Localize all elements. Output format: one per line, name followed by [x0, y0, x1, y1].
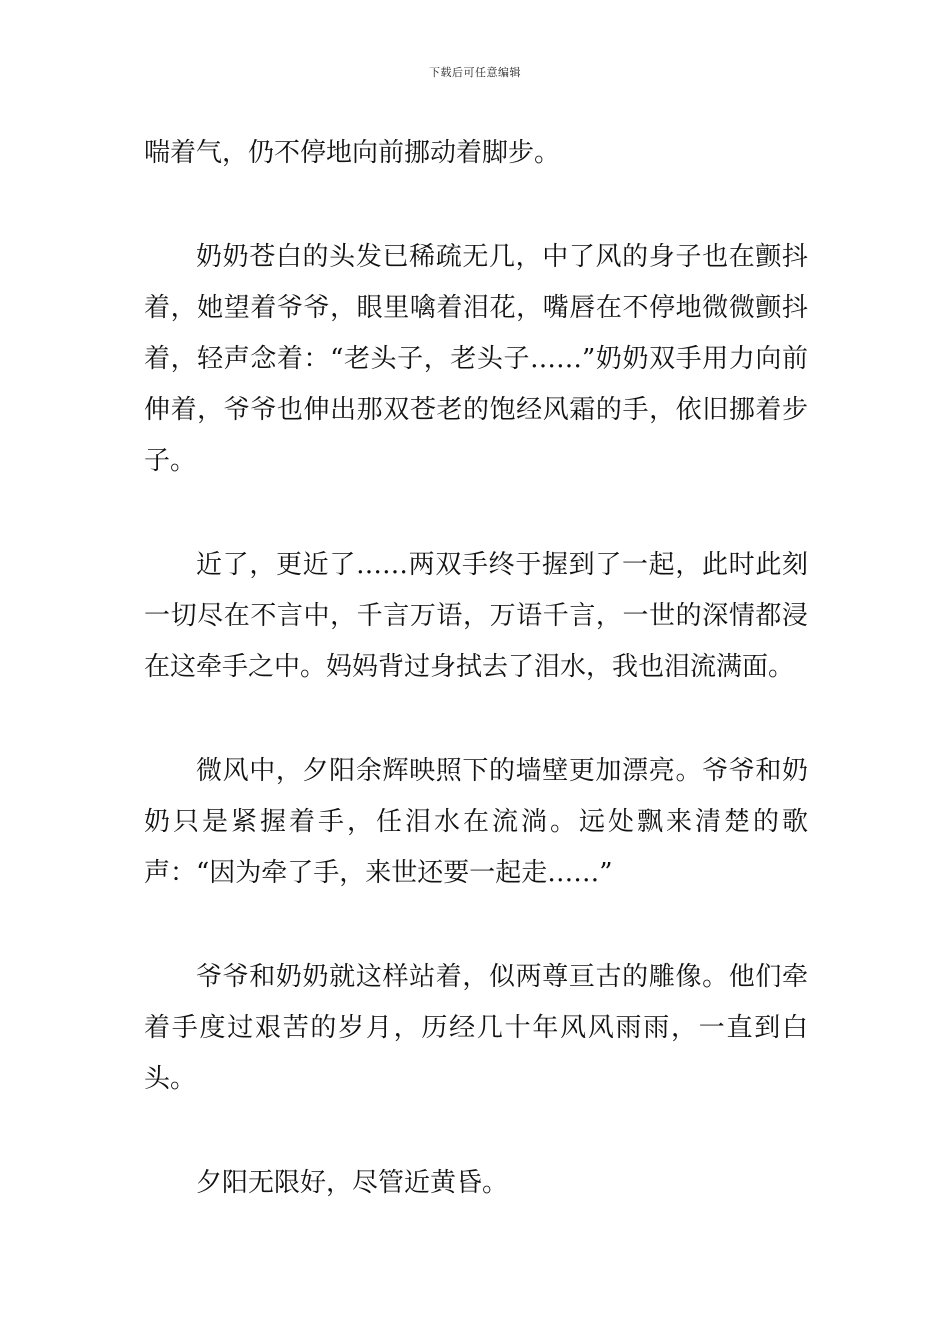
- header-note: 下载后可任意编辑: [429, 66, 521, 79]
- paragraph-gap: [144, 487, 808, 540]
- paragraph: 爷爷和奶奶就这样站着，似两尊亘古的雕像。他们牵着手度过艰苦的岁月，历经几十年风风雨雨，一直到白头。: [144, 962, 808, 1094]
- paragraph-gap: [144, 1105, 808, 1158]
- paragraph-continuation: 喘着气，仍不停地向前挪动着脚步。: [144, 138, 561, 168]
- paragraph: 微风中，夕阳余辉映照下的墙壁更加漂亮。爷爷和奶奶只是紧握着手，任泪水在流淌。远处飘来清楚的歌声：“因为牵了手，来世还要一起走……”: [144, 756, 808, 888]
- paragraph: 近了，更近了……两双手终于握到了一起，此时此刻一切尽在不言中，千言万语，万语千言，一世的深情都浸在这牵手之中。妈妈背过身拭去了泪水，我也泪流满面。: [144, 550, 808, 682]
- document-body: [144, 128, 808, 1209]
- paragraph-closing: 夕阳无限好，尽管近黄昏。: [196, 1168, 509, 1198]
- paragraph-gap: [144, 693, 808, 746]
- paragraph: 奶奶苍白的头发已稀疏无几，中了风的身子也在颤抖着，她望着爷爷，眼里噙着泪花，嘴唇在不停地微微颤抖着，轻声念着：“老头子，老头子……”奶奶双手用力向前伸着，爷爷也伸出那双苍老的饱经风霜的手，依旧挪着步子。: [144, 242, 808, 476]
- paragraph-gap: [144, 179, 808, 232]
- paragraph-gap: [144, 899, 808, 952]
